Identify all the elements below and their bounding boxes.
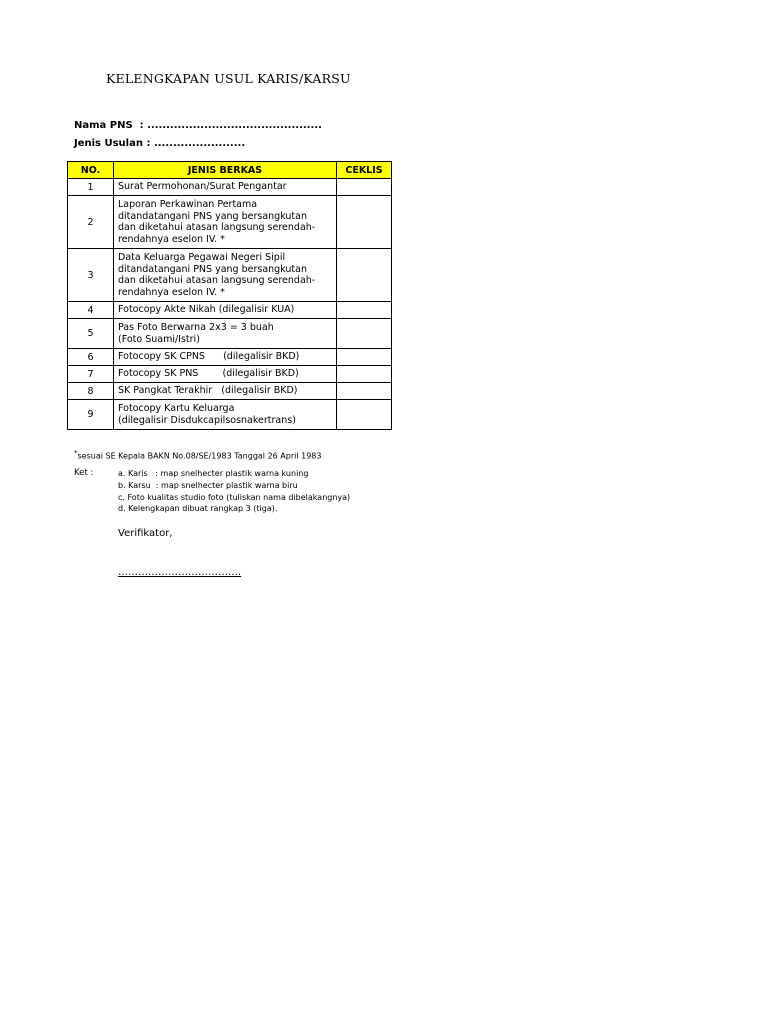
row-ceklis-cell[interactable] bbox=[337, 302, 392, 319]
ket-item-b: b. Karsu : map snelhecter plastik warna biru bbox=[118, 480, 298, 490]
row-ceklis-cell[interactable] bbox=[337, 383, 392, 400]
row-number: 4 bbox=[68, 302, 114, 319]
jenis-line: Fotocopy Akte Nikah (dilegalisir KUA) bbox=[118, 304, 295, 316]
row-ceklis-cell[interactable] bbox=[337, 249, 392, 302]
row-ceklis-cell[interactable] bbox=[337, 179, 392, 196]
row-jenis-berkas bbox=[114, 400, 337, 430]
row-number: 3 bbox=[68, 249, 114, 302]
ket-item-a: a. Karis : map snelhecter plastik warna kuning bbox=[118, 469, 309, 478]
table-row bbox=[68, 179, 392, 196]
header-ceklis: CEKLIS bbox=[337, 162, 392, 179]
row-jenis-berkas bbox=[114, 302, 337, 319]
row-number: 7 bbox=[68, 366, 114, 383]
header-no: NO. bbox=[68, 162, 114, 179]
row-number: 6 bbox=[68, 349, 114, 366]
row-number: 2 bbox=[68, 196, 114, 249]
jenis-line: Surat Permohonan/Surat Pengantar bbox=[118, 181, 287, 193]
table-row bbox=[68, 196, 392, 249]
verifikator-label: Verifikator, bbox=[118, 528, 173, 539]
row-jenis-berkas bbox=[114, 366, 337, 383]
jenis-line: ditandatangani PNS yang bersangkutan bbox=[118, 263, 307, 275]
jenis-usulan-label: Jenis Usulan bbox=[74, 138, 143, 149]
table-row bbox=[68, 249, 392, 302]
row-jenis-berkas bbox=[114, 179, 337, 196]
jenis-line: Fotocopy SK CPNS (dilegalisir BKD) bbox=[118, 351, 300, 363]
table-row bbox=[68, 319, 392, 349]
footnote-star: * bbox=[74, 449, 78, 457]
jenis-line: Fotocopy Kartu Keluarga bbox=[118, 403, 235, 414]
jenis-line: dan diketahui atasan langsung serendah- bbox=[118, 275, 316, 286]
row-number: 9 bbox=[68, 400, 114, 430]
jenis-usulan-field bbox=[74, 138, 245, 149]
row-ceklis-cell[interactable] bbox=[337, 400, 392, 430]
nama-pns-field bbox=[74, 120, 322, 131]
table-row bbox=[68, 383, 392, 400]
row-number: 5 bbox=[68, 319, 114, 349]
jenis-line: rendahnya eselon IV. * bbox=[118, 233, 225, 245]
nama-pns-value: : .............................................. bbox=[132, 120, 322, 131]
jenis-line: ditandatangani PNS yang bersangkutan bbox=[118, 210, 307, 222]
row-number: 1 bbox=[68, 179, 114, 196]
jenis-line: Laporan Perkawinan Pertama bbox=[118, 199, 258, 210]
jenis-line: (Foto Suami/Istri) bbox=[118, 333, 200, 345]
signature-line: ………………………………. bbox=[118, 567, 242, 578]
row-jenis-berkas bbox=[114, 383, 337, 400]
jenis-line: Pas Foto Berwarna 2x3 = 3 buah bbox=[118, 322, 274, 333]
row-ceklis-cell[interactable] bbox=[337, 349, 392, 366]
table-row bbox=[68, 400, 392, 430]
jenis-line: rendahnya eselon IV. * bbox=[118, 286, 225, 298]
row-ceklis-cell[interactable] bbox=[337, 319, 392, 349]
ket-label: Ket : bbox=[74, 468, 94, 478]
jenis-usulan-value: : ........................ bbox=[142, 138, 246, 149]
table-row bbox=[68, 366, 392, 383]
row-jenis-berkas bbox=[114, 196, 337, 249]
footnote bbox=[74, 449, 321, 461]
table-row bbox=[68, 349, 392, 366]
jenis-line: dan diketahui atasan langsung serendah- bbox=[118, 222, 316, 233]
table-header-row bbox=[68, 162, 392, 179]
nama-pns-label: Nama PNS bbox=[74, 120, 133, 131]
row-jenis-berkas bbox=[114, 349, 337, 366]
table-row bbox=[68, 302, 392, 319]
row-ceklis-cell[interactable] bbox=[337, 366, 392, 383]
page-title: KELENGKAPAN USUL KARIS/KARSU bbox=[106, 71, 351, 86]
row-jenis-berkas bbox=[114, 319, 337, 349]
jenis-line: Fotocopy SK PNS (dilegalisir BKD) bbox=[118, 368, 299, 380]
row-ceklis-cell[interactable] bbox=[337, 196, 392, 249]
jenis-line: Data Keluarga Pegawai Negeri Sipil bbox=[118, 252, 286, 263]
jenis-line: (dilegalisir Disdukcapilsosnakertrans) bbox=[118, 414, 296, 426]
ket-item-c: c. Foto kualitas studio foto (tuliskan nama dibelakangnya) bbox=[118, 492, 351, 502]
berkas-table bbox=[67, 161, 392, 430]
row-jenis-berkas bbox=[114, 249, 337, 302]
footnote-text: sesuai SE Kepala BAKN No.08/SE/1983 Tanggal 26 April 1983 bbox=[77, 451, 322, 461]
ket-item-d: d. Kelengkapan dibuat rangkap 3 (tiga). bbox=[118, 504, 278, 514]
row-number: 8 bbox=[68, 383, 114, 400]
header-jenis-berkas: JENIS BERKAS bbox=[114, 162, 337, 179]
jenis-line: SK Pangkat Terakhir (dilegalisir BKD) bbox=[118, 385, 298, 397]
ket-list bbox=[118, 468, 350, 515]
